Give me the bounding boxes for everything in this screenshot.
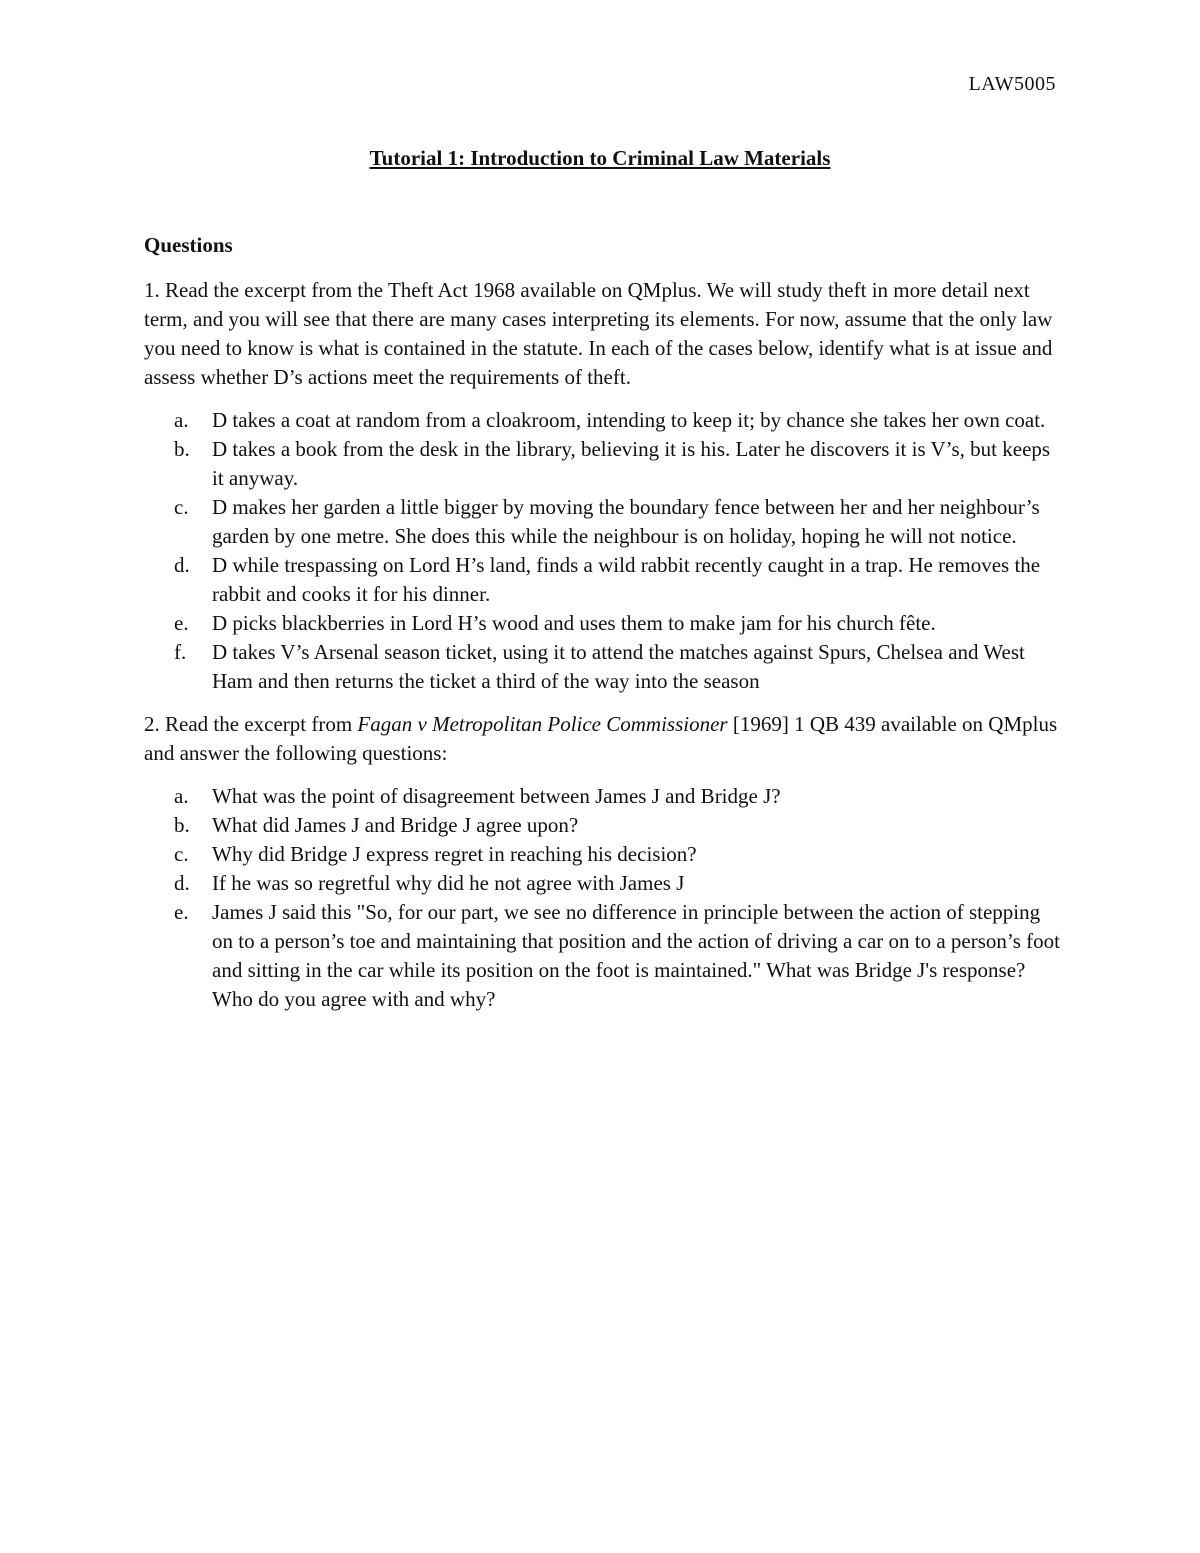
list-item (144, 898, 1064, 1014)
question-2-intro-end: [1969] 1 QB 439 available on QMplus and answer the following questions: (144, 712, 1058, 765)
document-body (144, 231, 1064, 1028)
list-marker: e. (174, 611, 189, 635)
list-item (144, 609, 1064, 638)
list-marker: d. (174, 553, 190, 577)
list-item (144, 435, 1064, 493)
list-item (144, 493, 1064, 551)
list-marker: d. (174, 871, 190, 895)
list-marker: b. (174, 437, 190, 461)
list-item (144, 840, 1064, 869)
list-item (144, 638, 1064, 696)
list-item-text: What did James J and Bridge J agree upon? (212, 813, 579, 837)
list-marker: f. (174, 640, 187, 664)
question-1-intro: 1. Read the excerpt from the Theft Act 1968 available on QMplus. We will study theft in more detail next term, and you will see that there are many cases interpreting its elements. For now, assume that the only law you need to know is what is contained in the statute. In each of the cases below, identify what is at issue and assess whether D’s actions meet the requirements of theft. (144, 278, 1053, 389)
question-2-intro-start: 2. Read the excerpt from (144, 712, 358, 736)
question-2-intro (144, 710, 1064, 768)
case-name: Fagan v Metropolitan Police Commissioner (357, 712, 728, 736)
list-item-text: D picks blackberries in Lord H’s wood and uses them to make jam for his church fête. (212, 611, 936, 635)
list-marker: b. (174, 813, 190, 837)
list-marker: c. (174, 842, 189, 866)
list-item (144, 551, 1064, 609)
list-marker: a. (174, 784, 189, 808)
list-item (144, 811, 1064, 840)
question-2-list (144, 782, 1064, 1014)
list-item-text: D makes her garden a little bigger by moving the boundary fence between her and her neighbour’s garden by one metre. She does this while the neighbour is on holiday, hoping he will not notice. (212, 495, 1040, 548)
list-marker: c. (174, 495, 189, 519)
list-item (144, 869, 1064, 898)
course-code: LAW5005 (968, 73, 1056, 95)
list-item-text: D takes a coat at random from a cloakroom, intending to keep it; by chance she takes her own coat. (212, 408, 1046, 432)
list-marker: a. (174, 408, 189, 432)
list-item-text: James J said this "So, for our part, we see no difference in principle between the action of stepping on to a person’s toe and maintaining that position and the action of driving a car on to a person’s foot and sitting in the car while its position on the foot is maintained." What was Bridge J's response? Who do you agree with and why? (212, 900, 1060, 1011)
list-item-text: D takes V’s Arsenal season ticket, using it to attend the matches against Spurs, Chelsea and West Ham and then returns the ticket a third of the way into the season (212, 640, 1025, 693)
list-item-text: D takes a book from the desk in the library, believing it is his. Later he discovers it is V’s, but keeps it anyway. (212, 437, 1051, 490)
question-1-list (144, 406, 1064, 696)
questions-heading: Questions (144, 233, 233, 257)
list-item-text: What was the point of disagreement between James J and Bridge J? (212, 784, 781, 808)
document-title: Tutorial 1: Introduction to Criminal Law Materials (369, 146, 831, 170)
list-item (144, 406, 1064, 435)
list-marker: e. (174, 900, 189, 924)
list-item (144, 782, 1064, 811)
list-item-text: D while trespassing on Lord H’s land, finds a wild rabbit recently caught in a trap. He removes the rabbit and cooks it for his dinner. (212, 553, 1041, 606)
list-item-text: Why did Bridge J express regret in reaching his decision? (212, 842, 697, 866)
list-item-text: If he was so regretful why did he not agree with James J (212, 871, 685, 895)
